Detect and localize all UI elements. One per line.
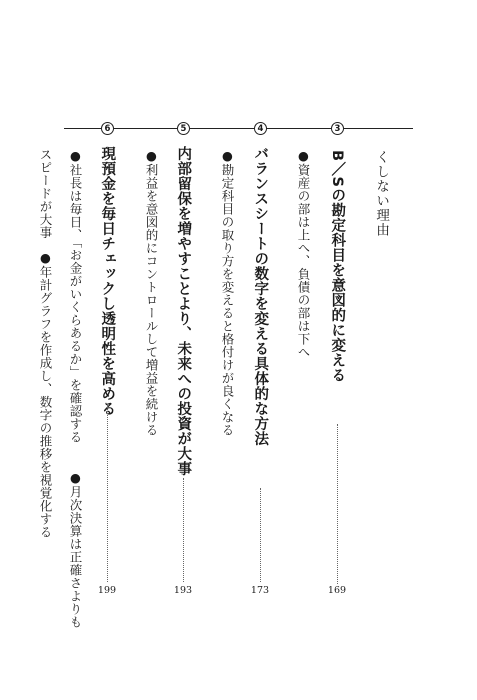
bullet-icon: ● [296, 148, 311, 164]
leader-dots [183, 478, 184, 582]
toc-subentry [38, 250, 52, 539]
toc-subentry [144, 148, 158, 437]
toc-entry-title[interactable]: B／Sの勘定科目を意図的に変える [329, 150, 346, 383]
chapter-number-marker: 4 [254, 122, 267, 135]
toc-subentry-text: 勘定科目の取り方を変えると格付けが良くなる [220, 163, 235, 437]
toc-continued-text: くしない理由 [373, 150, 390, 237]
bullet-icon: ● [144, 148, 159, 164]
chapter-number-marker: 6 [101, 122, 114, 135]
chapter-number-marker: 5 [177, 122, 190, 135]
toc-subentry-text: 利益を意図的にコントロールして増益を続ける [144, 163, 159, 437]
leader-dots [260, 488, 261, 582]
leader-dots [107, 404, 108, 582]
toc-subentry [68, 148, 82, 443]
bullet-icon: ● [68, 470, 83, 486]
toc-entry-title[interactable]: バランスシートの数字を変える具体的な方法 [252, 146, 269, 446]
toc-entry-title[interactable]: 内部留保を増やすことより、未来への投資が大事 [175, 146, 192, 476]
chapter-rule [64, 128, 413, 129]
toc-subentry-continued: スピードが大事 [38, 148, 53, 239]
bullet-icon: ● [220, 148, 235, 164]
chapter-number-marker: 3 [331, 122, 344, 135]
page-number: 193 [173, 585, 193, 596]
page-number: 199 [97, 585, 117, 596]
toc-subentry-text: 月次決算は正確さよりも [68, 485, 83, 629]
toc-subentry [68, 470, 82, 629]
toc-subentry-text: 社長は毎日、「お金がいくらあるか」を確認する [68, 163, 83, 444]
toc-subentry-text: 年計グラフを作成し、数字の推移を視覚化する [38, 265, 53, 539]
toc-entry-title[interactable]: 現預金を毎日チェックし透明性を高める [99, 146, 116, 416]
leader-dots [337, 424, 338, 584]
toc-subentry [220, 148, 234, 437]
toc-subentry-text: 資産の部は上へ、負債の部は下へ [296, 163, 311, 359]
page-number: 173 [250, 585, 270, 596]
toc-subentry [296, 148, 310, 359]
page-number: 169 [327, 585, 347, 596]
bullet-icon: ● [38, 250, 53, 266]
bullet-icon: ● [68, 148, 83, 164]
